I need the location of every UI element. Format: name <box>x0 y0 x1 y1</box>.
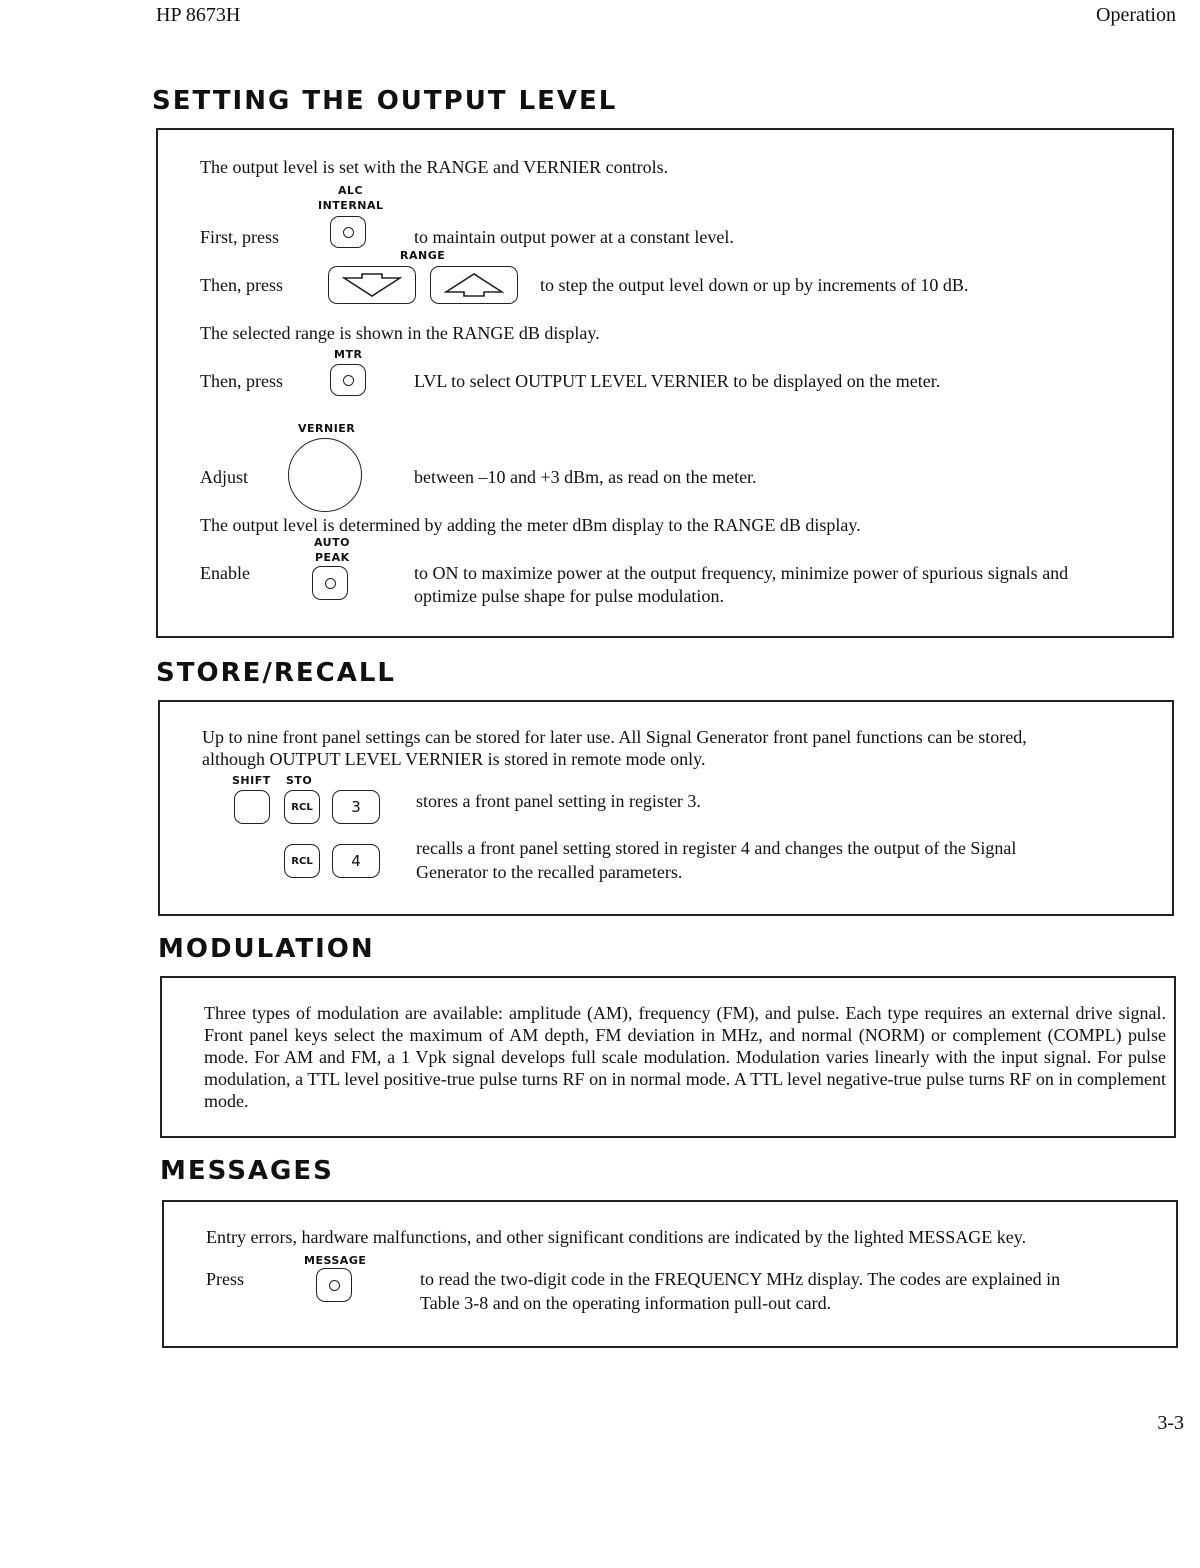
store-recall-intro-line2: although OUTPUT LEVEL VERNIER is stored in remote mode only. <box>202 749 706 769</box>
then-press-range-text: Then, press <box>200 275 283 295</box>
message-description-line2: Table 3-8 and on the operating information pull-out card. <box>420 1293 832 1313</box>
mtr-key[interactable] <box>330 364 366 396</box>
press-text: Press <box>206 1269 245 1289</box>
auto-peak-description-line2: optimize pulse shape for pulse modulation. <box>414 586 724 606</box>
output-level-box <box>156 128 1174 638</box>
store-recall-box <box>158 700 1174 916</box>
vernier-label: VERNIER <box>298 422 356 435</box>
range-display-text: The selected range is shown in the RANGE dB display. <box>200 323 600 343</box>
shift-key[interactable] <box>234 790 270 824</box>
key-indicator-icon <box>343 227 354 238</box>
sto-label: STO <box>286 774 313 787</box>
internal-label: INTERNAL <box>318 199 384 212</box>
section-title-messages: MESSAGES <box>160 1156 334 1186</box>
header-section: Operation <box>1096 4 1176 26</box>
output-level-intro: The output level is set with the RANGE and VERNIER controls. <box>200 157 669 177</box>
first-press-text: First, press <box>200 227 280 247</box>
store-description: stores a front panel setting in register 3. <box>416 791 701 811</box>
rcl-key-store[interactable]: RCL <box>284 790 320 824</box>
mtr-description: LVL to select OUTPUT LEVEL VERNIER to be displayed on the meter. <box>414 371 941 391</box>
message-label: MESSAGE <box>304 1254 367 1267</box>
modulation-text: Three types of modulation are available: amplitude (AM), frequency (FM), and pulse. Each type requires an external drive signal. Front panel keys select the maximum of AM depth, FM deviation in MHz, and normal (NORM) or complement (COMPL) pulse mode. For AM and FM, a 1 Vpk signal develops full scale modulation. Modulation varies linearly with the input signal. For pulse modulation, a TTL level positive-true pulse turns RF on in normal mode. A TTL level negative-true pulse turns RF on in complement mode. <box>204 1003 1166 1111</box>
key-4[interactable]: 4 <box>332 844 380 878</box>
alc-label: ALC <box>338 184 364 197</box>
message-description-line1: to read the two-digit code in the FREQUENCY MHz display. The codes are explained in <box>420 1269 1061 1289</box>
range-label: RANGE <box>400 249 446 262</box>
output-determined-text: The output level is determined by adding the meter dBm display to the RANGE dB display. <box>200 515 861 535</box>
store-recall-intro-line1: Up to nine front panel settings can be stored for later use. All Signal Generator front panel functions can be stored, <box>202 727 1027 747</box>
recall-description-line1: recalls a front panel setting stored in register 4 and changes the output of the Signal <box>416 838 1017 858</box>
section-title-modulation: MODULATION <box>158 934 375 964</box>
alc-internal-key[interactable] <box>330 216 366 248</box>
alc-description: to maintain output power at a constant level. <box>414 227 734 247</box>
then-press-mtr-text: Then, press <box>200 371 283 391</box>
vernier-description: between –10 and +3 dBm, as read on the meter. <box>414 467 757 487</box>
vernier-knob[interactable] <box>288 438 362 512</box>
modulation-box <box>160 976 1176 1138</box>
message-key[interactable] <box>316 1268 352 1302</box>
adjust-text: Adjust <box>200 467 249 487</box>
arrow-down-icon <box>342 272 402 298</box>
auto-peak-description-line1: to ON to maximize power at the output frequency, minimize power of spurious signals and <box>414 563 1069 583</box>
mtr-label: MTR <box>334 348 363 361</box>
rcl-key-recall[interactable]: RCL <box>284 844 320 878</box>
enable-text: Enable <box>200 563 250 583</box>
range-description: to step the output level down or up by increments of 10 dB. <box>540 275 969 295</box>
recall-description-line2: Generator to the recalled parameters. <box>416 862 683 882</box>
header-model: HP 8673H <box>156 4 241 26</box>
shift-label: SHIFT <box>232 774 271 787</box>
key-indicator-icon <box>329 1280 340 1291</box>
range-down-key[interactable] <box>328 266 416 304</box>
auto-label: AUTO <box>314 536 350 549</box>
section-title-output-level: SETTING THE OUTPUT LEVEL <box>152 86 618 116</box>
section-title-store-recall: STORE/RECALL <box>156 658 396 688</box>
key-indicator-icon <box>343 375 354 386</box>
messages-intro: Entry errors, hardware malfunctions, and other significant conditions are indicated by the lighted MESSAGE key. <box>206 1227 1027 1247</box>
auto-peak-key[interactable] <box>312 566 348 600</box>
key-indicator-icon <box>325 578 336 589</box>
peak-label: PEAK <box>315 551 350 564</box>
key-3[interactable]: 3 <box>332 790 380 824</box>
range-up-key[interactable] <box>430 266 518 304</box>
page-number: 3-3 <box>1157 1412 1184 1434</box>
arrow-up-icon <box>444 272 504 298</box>
messages-box <box>162 1200 1178 1348</box>
